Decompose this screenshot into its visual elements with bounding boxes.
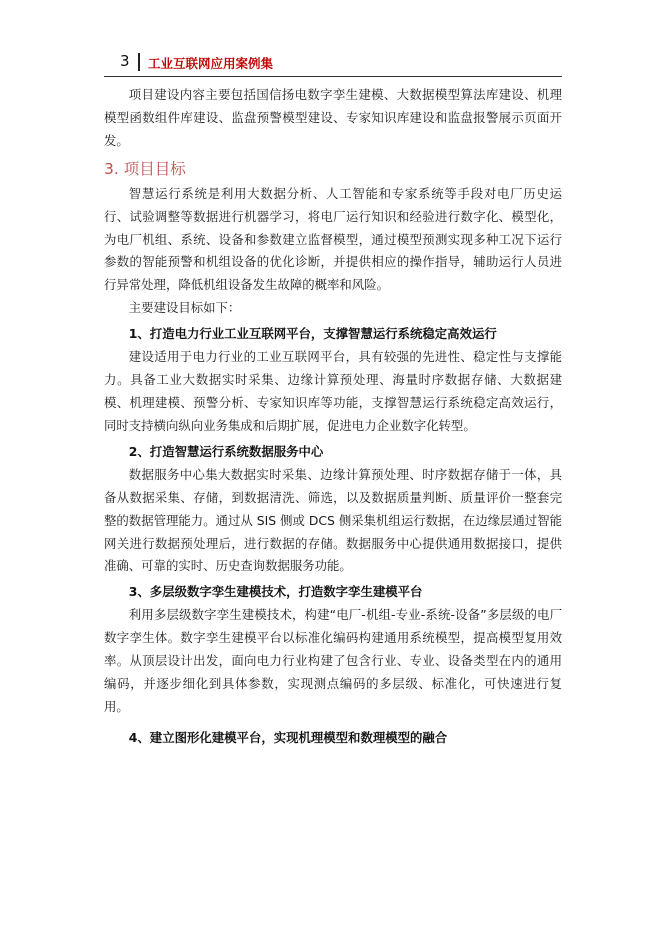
goal-1-text: 建设适用于电力行业的工业互联网平台，具有较强的先进性、稳定性与支撑能力。具备工业大数据实时采集、边缘计算预处理、海量时序数据存储、大数据建模、机理建模、预警分析、专家知识库等功能，支撑智慧运行系统稳定高效运行，同时支持横向纵向业务集成和后期扩展，促进电力企业数字化转型。: [104, 349, 562, 433]
section-heading: 3. 项目目标: [104, 159, 186, 178]
goals-intro: 主要建设目标如下：: [128, 300, 241, 316]
page-content: [104, 84, 562, 750]
goal-3-heading: 3、多层级数字孪生建模技术，打造数字孪生建模平台: [128, 584, 423, 600]
intro-paragraph: 项目建设内容主要包括国信扬电数字孪生建模、大数据模型算法库建设、机理模型函数组件库建设、监盘预警模型建设、专家知识库建设和监盘报警展示页面开发。: [104, 87, 562, 148]
page-number: 3: [120, 52, 130, 70]
section-paragraph: 智慧运行系统是利用大数据分析、人工智能和专家系统等手段对电厂历史运行、试验调整等数据进行机器学习，将电厂运行知识和经验进行数字化、模型化，为电厂机组、系统、设备和参数建立监督模型，通过模型预测实现多种工况下运行参数的智能预警和机组设备的优化诊断，并提供相应的操作指导，辅助运行人员进行异常处理，降低机组设备发生故障的概率和风险。: [104, 185, 562, 293]
goal-2-text: 数据服务中心集大数据实时采集、边缘计算预处理、时序数据存储于一体，具备从数据采集、存储，到数据清洗、筛选，以及数据质量判断、质量评价一整套完整的数据管理能力。通过从 SIS 侧或 DCS 侧采集机组运行数据，在边缘层通过智能网关进行数据预处理后，进行数据的存储。数据服务中心提供通用数据接口，提供准确、可靠的实时、历史查询数据服务功能。: [104, 466, 562, 574]
goal-2-heading: 2、打造智慧运行系统数据服务中心: [128, 443, 324, 459]
page-header: [104, 50, 562, 77]
goal-3-text: 利用多层级数字孪生建模技术，构建“电厂-机组-专业-系统-设备”多层级的电厂数字孪生体。数字孪生建模平台以标准化编码构建通用系统模型，提高模型复用效率。从顶层设计出发，面向电力行业构建了包含行业、专业、设备类型在内的通用编码，并逐步细化到具体参数，实现测点编码的多层级、标准化，可快速进行复用。: [104, 607, 562, 714]
header-title: 工业互联网应用案例集: [148, 56, 274, 71]
goal-4-heading: 4、建立图形化建模平台，实现机理模型和数理模型的融合: [128, 729, 448, 745]
header-divider: [138, 53, 140, 71]
goal-1-heading: 1、打造电力行业工业互联网平台，支撑智慧运行系统稳定高效运行: [128, 326, 497, 342]
